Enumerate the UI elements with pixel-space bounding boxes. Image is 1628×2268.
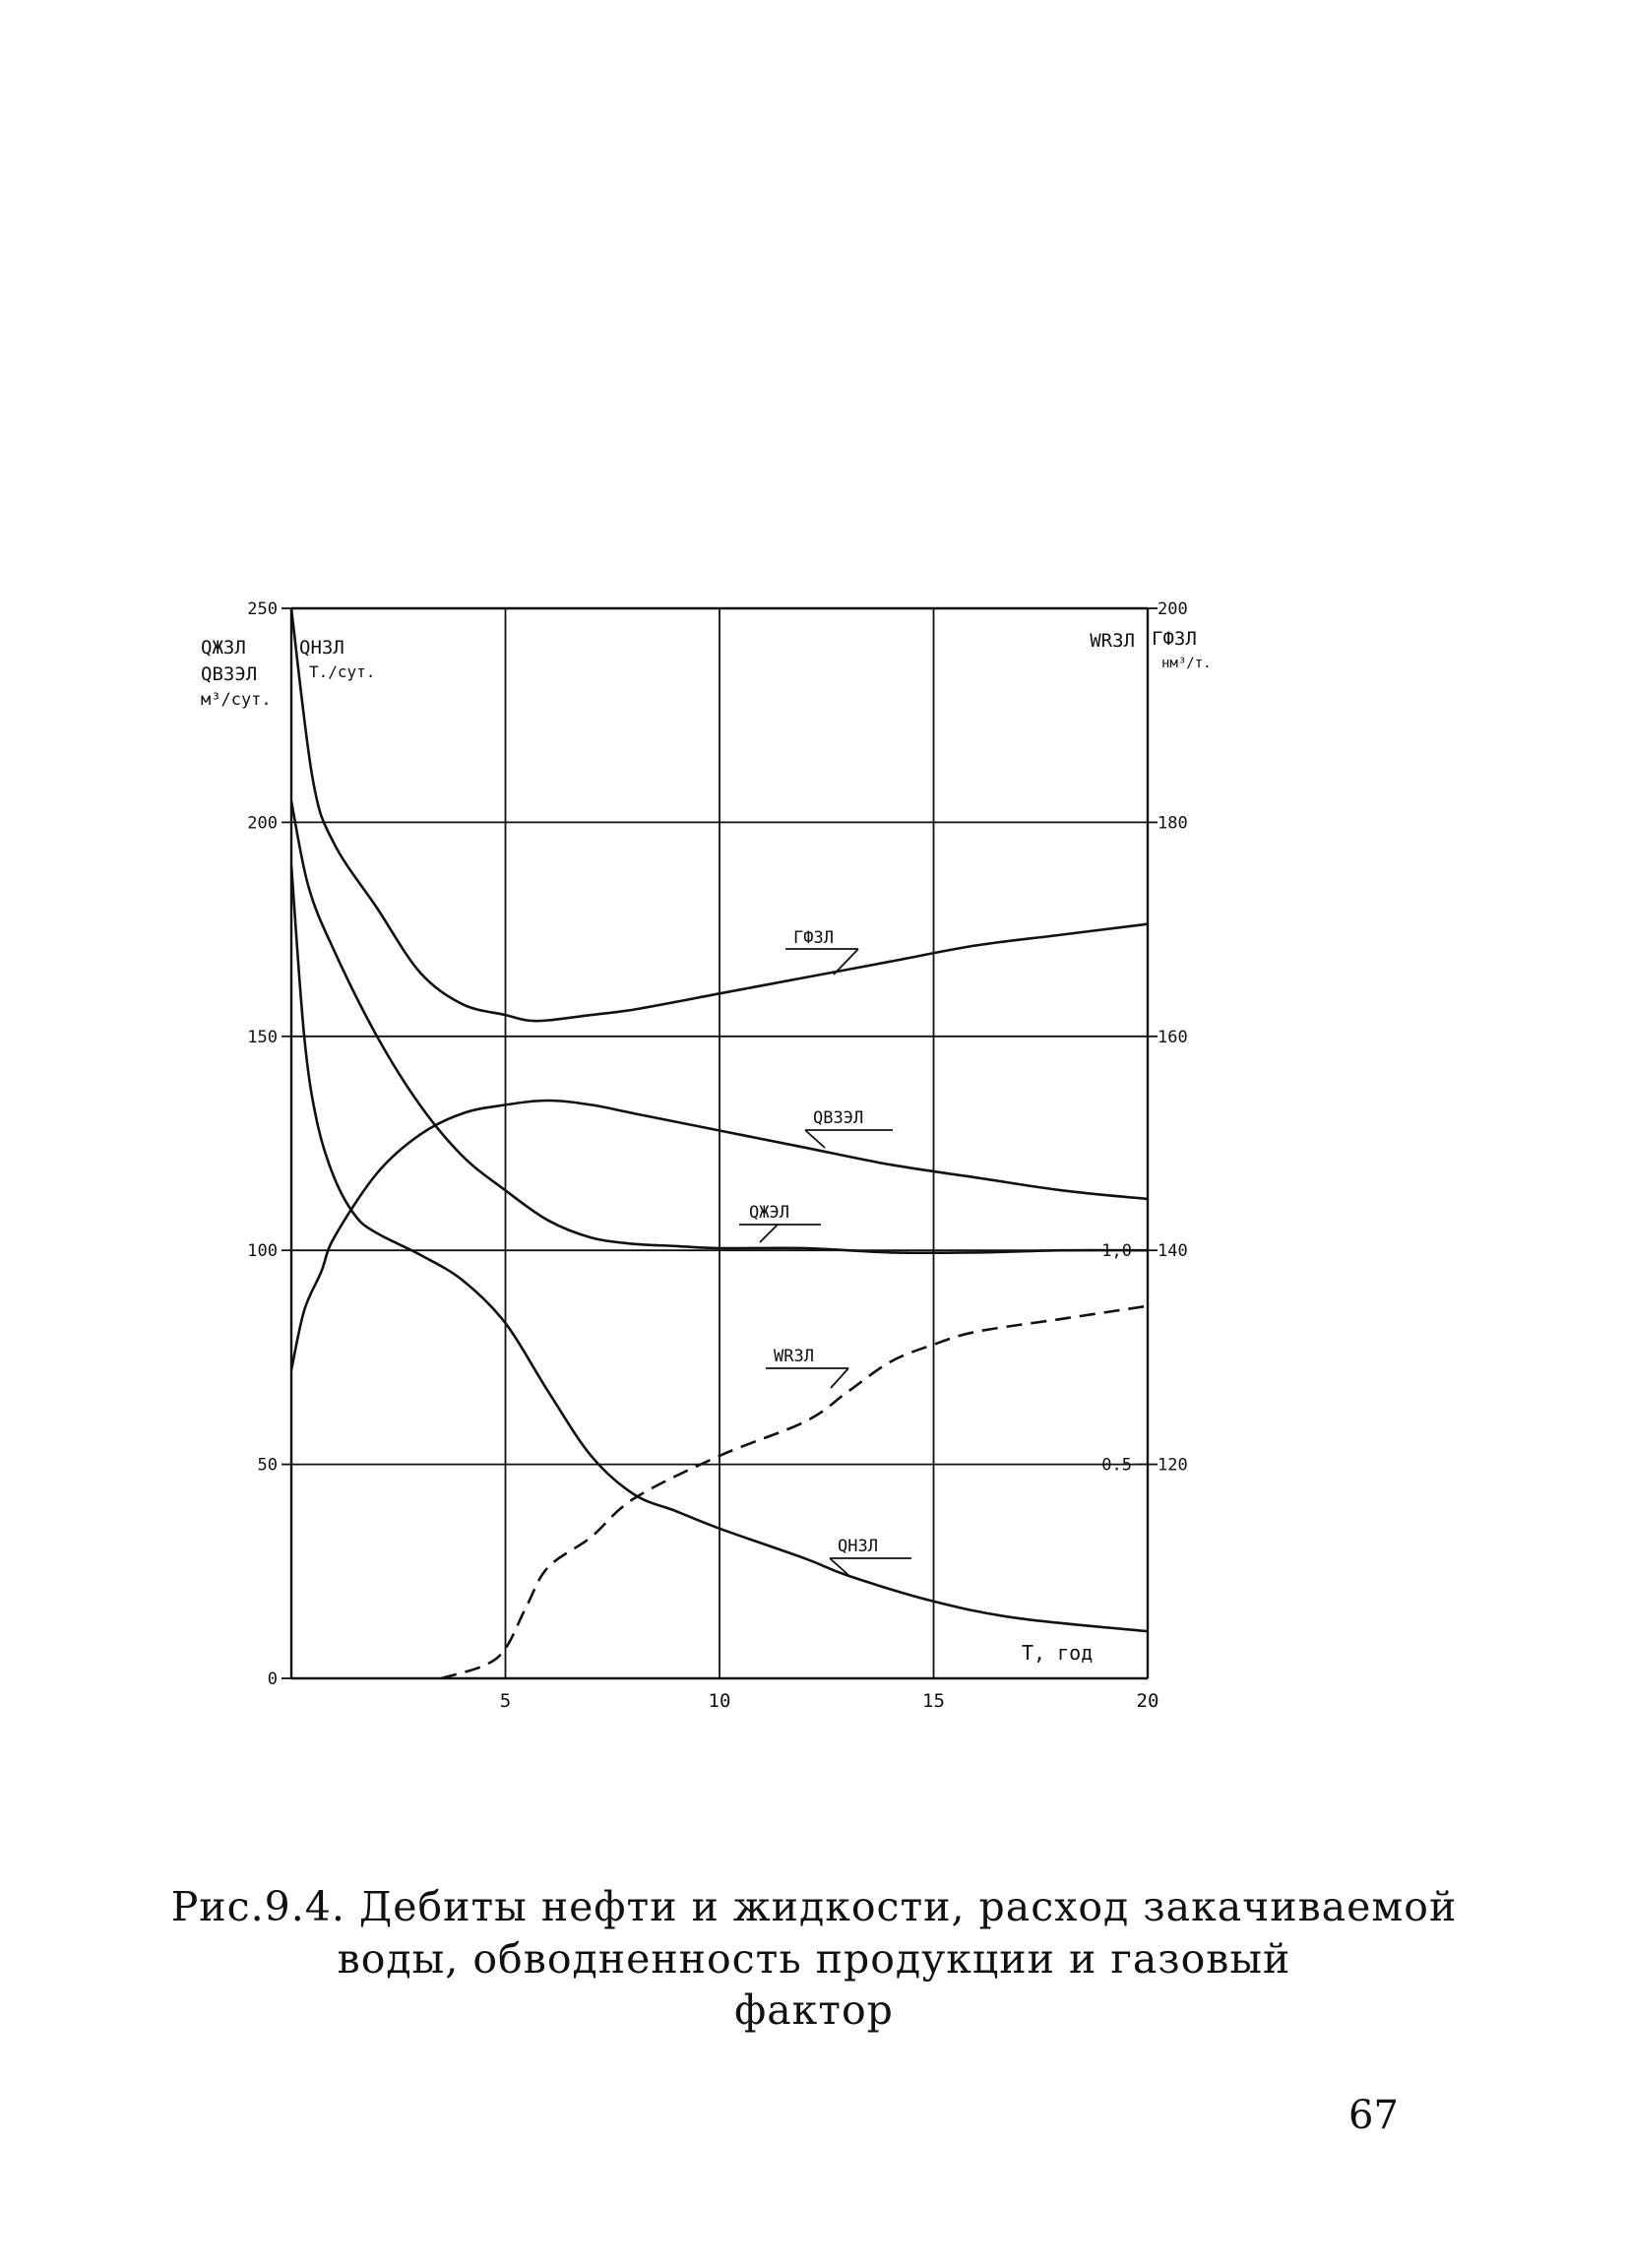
right-w-tick-label: 0.5 [1101, 1455, 1132, 1476]
right-g-tick-label: 120 [1158, 1455, 1188, 1476]
x-tick-label: 10 [708, 1690, 731, 1712]
left-axis-label-qzh: QЖЗЛ [201, 637, 246, 659]
page-number: 67 [1348, 2093, 1399, 2138]
right-axis-label-g-unit: нм³/т. [1161, 656, 1212, 671]
annotation-leader [760, 1225, 778, 1242]
left-axis-label-qn: QНЗЛ [299, 637, 344, 659]
left-tick-label: 150 [247, 1027, 278, 1047]
x-tick-label: 5 [499, 1690, 512, 1712]
annotation-QНЗЛ: QНЗЛ [838, 1537, 878, 1556]
annotation-leader [805, 1130, 825, 1148]
left-tick-label: 50 [257, 1455, 278, 1476]
annotation-ГФЗЛ: ГФЗЛ [793, 928, 834, 948]
left-tick-label: 200 [247, 813, 278, 834]
figure-caption-line-3: фактор [734, 1986, 894, 2034]
left-axis-label-unit-m3: м³/сут. [201, 690, 272, 710]
right-g-tick-label: 140 [1158, 1241, 1188, 1262]
annotation-QВЗЭЛ: QВЗЭЛ [813, 1108, 864, 1128]
right-axis-label-g: ГФЗЛ [1152, 628, 1197, 650]
x-tick-label: 20 [1136, 1690, 1159, 1712]
annotation-QЖЭЛ: QЖЭЛ [749, 1203, 789, 1223]
right-axis-label-w: WRЗЛ [1090, 630, 1135, 652]
left-axis-label-qvz: QВЗЭЛ [201, 663, 258, 685]
x-tick-label: 15 [922, 1690, 945, 1712]
left-tick-label: 0 [267, 1670, 278, 1689]
left-tick-label: 250 [247, 599, 278, 619]
annotation-WRЗЛ: WRЗЛ [774, 1347, 814, 1366]
right-g-tick-label: 160 [1158, 1027, 1188, 1047]
chart-grid [291, 608, 1148, 1678]
right-g-tick-label: 200 [1158, 599, 1188, 619]
left-axis-label-unit-t: Т./сут. [309, 662, 376, 681]
x-axis-label: T, год [1022, 1641, 1094, 1665]
axis-labels [201, 628, 1212, 1665]
axis-ticks [247, 599, 1187, 1712]
figure-caption-line-2: воды, обводненность продукции и газовый [337, 1935, 1291, 1983]
right-w-tick-label: 1,0 [1101, 1241, 1132, 1262]
annotation-leader [831, 1368, 848, 1388]
left-tick-label: 100 [247, 1241, 278, 1262]
figure-caption-line-1: Рис.9.4. Дебиты нефти и жидкости, расход закачиваемой [170, 1883, 1458, 1930]
right-g-tick-label: 180 [1158, 813, 1188, 834]
